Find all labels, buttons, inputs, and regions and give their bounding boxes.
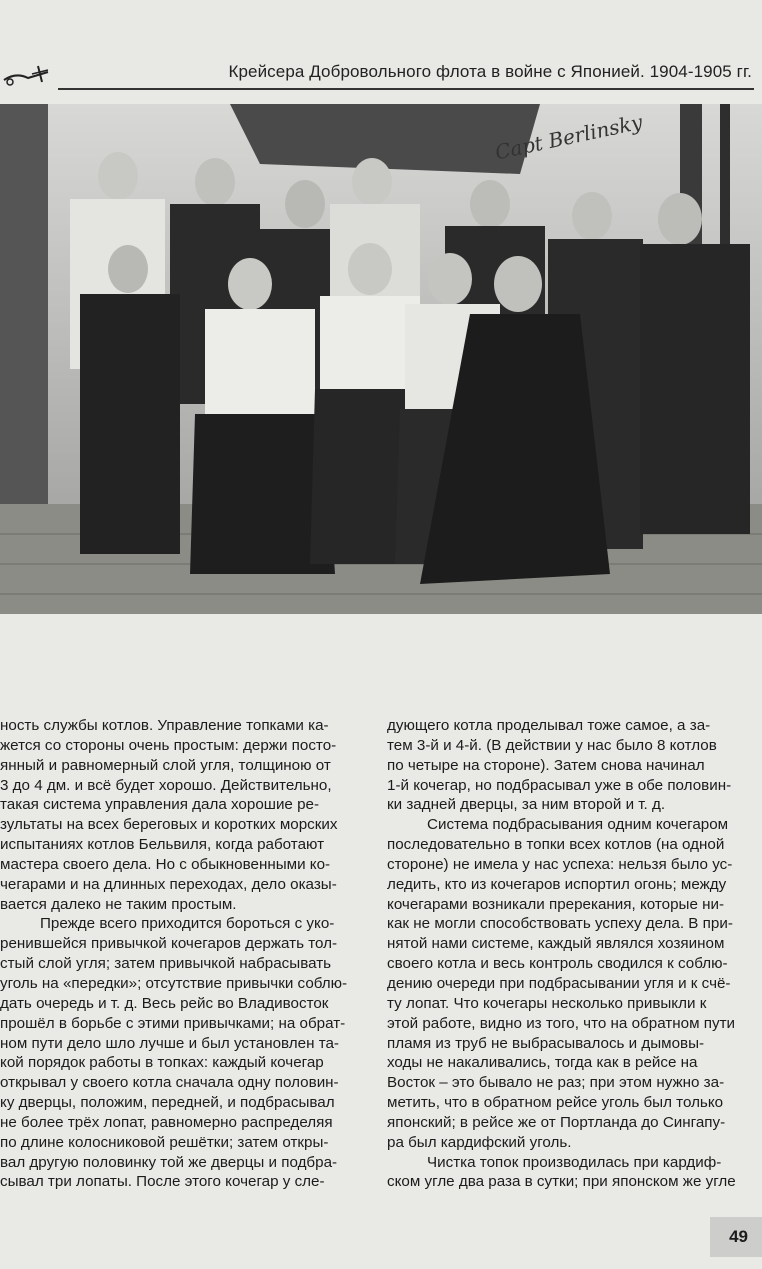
text-line: Восток – это бывало не раз; при этом нужно за-	[387, 1074, 725, 1092]
text-line: не более трёх лопат, равномерно распределяя	[0, 1113, 333, 1131]
text-line: нятой нами системе, каждый являлся хозяином	[387, 935, 725, 953]
text-line: Прежде всего приходится бороться с уко-	[40, 915, 335, 933]
anchor-emblem-icon	[2, 58, 56, 92]
text-line: зультаты на всех береговых и коротких морских	[0, 816, 338, 834]
group-photograph	[0, 104, 762, 614]
text-line: сывал три лопаты. После этого кочегар у сле-	[0, 1173, 325, 1191]
text-line: ность службы котлов. Управление топками ка-	[0, 717, 329, 734]
text-line: как не могли способствовать успеху дела. В при-	[387, 915, 733, 933]
text-line: янный и равномерный слой угля, толщиною от	[0, 756, 331, 774]
text-line: кочегарами возникали пререкания, которые ни-	[387, 895, 725, 913]
text-line: стороне) не имела у нас успеха: нельзя было ус-	[387, 855, 733, 873]
text-line: 1-й кочегар, но подбрасывал уже в обе половин-	[387, 776, 732, 794]
photo-signature: Capt Berlinsky	[492, 109, 645, 165]
text-line: стый слой угля; затем привычкой набрасывать	[0, 955, 332, 973]
text-line: вается далеко не таким простым.	[0, 895, 237, 913]
text-line: последовательно в топки всех котлов (на одной	[387, 836, 725, 854]
text-line: испытаниях котлов Бельвиля, когда работают	[0, 836, 325, 854]
text-line: ледить, кто из кочегаров испортил огонь; между	[387, 875, 727, 893]
text-line: чегарами и на длинных переходах, дело оказы-	[0, 875, 337, 893]
header-rule	[58, 88, 754, 90]
text-line: метить, что в обратном рейсе уголь был только	[387, 1094, 724, 1112]
text-line: Чистка топок производилась при кардиф-	[427, 1153, 722, 1171]
text-line: такая система управления дала хорошие ре-	[0, 796, 320, 814]
text-line: кой порядок работы в топках: каждый кочегар	[0, 1054, 324, 1072]
text-line: вал другую половинку той же дверцы и подбра-	[0, 1153, 338, 1171]
text-line: мастера своего дела. Но с обыкновенными ко-	[0, 855, 331, 873]
text-line: тем 3-й и 4-й. (В действии у нас было 8 котлов	[387, 736, 717, 754]
text-line: дующего котла проделывал тоже самое, а за-	[387, 717, 711, 734]
text-line: прошёл в борьбе с этими привычками; на обрат-	[0, 1014, 346, 1032]
text-line: по четыре на стороне). Затем снова начинал	[387, 756, 705, 774]
page-number-box	[710, 1217, 762, 1257]
text-line: ном пути дело шло лучше и был установлен та-	[0, 1034, 339, 1052]
text-line: своего котла и весь контроль сводился к соблю-	[387, 955, 728, 973]
text-line: японский; в рейсе же от Портланда до Сингапу-	[387, 1113, 726, 1131]
text-line: 3 до 4 дм. и всё будет хорошо. Действительно,	[0, 776, 332, 794]
text-line: пламя из труб не выбрасывалось и дымовы-	[387, 1034, 705, 1052]
text-line: ренившейся привычкой кочегаров держать тол-	[0, 935, 338, 953]
text-line: жется со стороны очень простым: держи посто-	[0, 736, 337, 754]
text-line: уголь на «передки»; отсутствие привычки соблю-	[0, 974, 348, 992]
right-text-column	[387, 716, 762, 1192]
page-header	[0, 0, 762, 100]
text-line: этой работе, видно из того, что на обратном пути	[387, 1014, 736, 1032]
running-title: Крейсера Добровольного флота в войне с Японией. 1904-1905 гг.	[228, 62, 752, 81]
text-line: ходы не накаливались, тогда как в рейсе на	[387, 1054, 698, 1072]
text-line: по длине колосниковой решётки; затем откры-	[0, 1133, 329, 1151]
text-line: дать очередь и т. д. Весь рейс во Владивосток	[0, 994, 329, 1012]
text-line: открывал у своего котла сначала одну половин-	[0, 1074, 339, 1092]
page-number: 49	[729, 1227, 748, 1246]
left-text-column	[0, 716, 372, 1192]
text-line: Система подбрасывания одним кочегаром	[427, 816, 729, 834]
text-line: ку дверцы, положим, передней, и подбрасывал	[0, 1094, 335, 1112]
text-line: дению очереди при подбрасывании угля и к счё-	[387, 974, 731, 992]
text-line: ки задней дверцы, за ним второй и т. д.	[387, 796, 666, 814]
text-line: ту лопат. Что кочегары несколько привыкли к	[387, 994, 707, 1012]
text-line: ра был кардифский уголь.	[387, 1133, 572, 1151]
text-line: ском угле два раза в сутки; при японском же угле	[387, 1173, 736, 1191]
